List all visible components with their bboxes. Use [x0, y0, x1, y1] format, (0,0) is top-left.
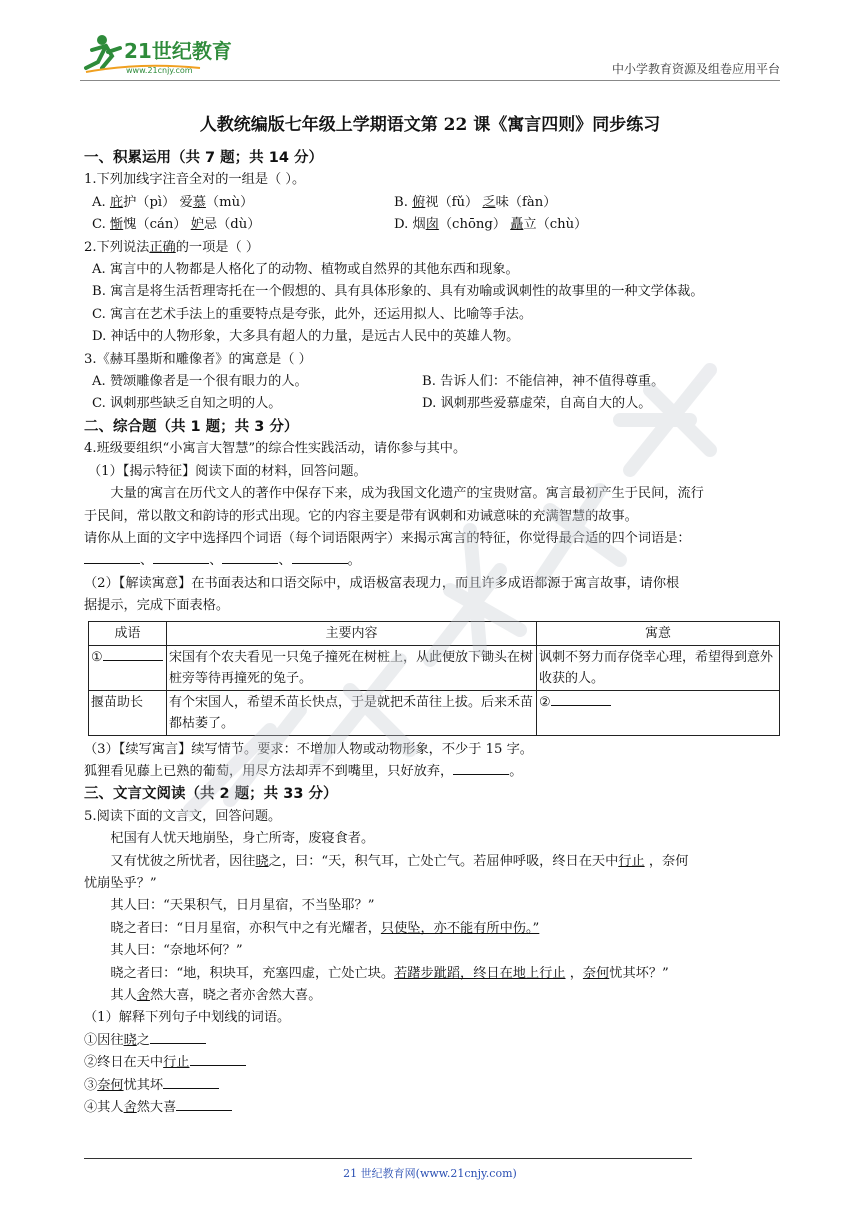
explain-blank-1[interactable] — [150, 1031, 206, 1044]
explain-item-2: ②终日在天中行止 — [84, 1052, 784, 1074]
answer-blank-1[interactable] — [84, 551, 140, 564]
section-heading-3: 三、文言文阅读（共 2 题；共 33 分） — [84, 786, 338, 803]
classical-text-line-5: 晓之者曰：“日月星宿，亦积气中之有光耀者，只使坠，亦不能有所中伤。” — [110, 920, 540, 936]
explain-item-3: ③奈何忧其坏 — [84, 1075, 784, 1097]
idiom-table — [88, 621, 780, 736]
answer-blanks-row: 、 、 、 。 — [84, 550, 784, 572]
question-1-options-ab — [84, 192, 784, 214]
table-row — [89, 690, 780, 735]
table-cell-idiom: 揠苗助长 — [89, 690, 167, 735]
question-4-part-3: （3）【续写寓言】续写情节。要求：不增加人物或动物形象，不少于 15 字。 — [84, 741, 533, 757]
option-3b: B. 告诉人们：不能信神，神不值得尊重。 — [422, 374, 665, 390]
table-header-idiom: 成语 — [89, 621, 167, 645]
explain-blank-2[interactable] — [190, 1053, 246, 1066]
question-5-stem: 5.阅读下面的文言文，回答问题。 — [84, 808, 282, 824]
explain-blank-3[interactable] — [163, 1076, 219, 1089]
question-4-stem: 4.班级要组织“小寓言大智慧”的综合性实践活动，请你参与其中。 — [84, 441, 467, 457]
site-logo — [80, 28, 250, 78]
option-1c: C. 惭愧（cán） 妒忌（dù） — [92, 217, 261, 233]
section-heading-1: 一、积累运用（共 7 题；共 14 分） — [84, 150, 323, 166]
option-2a: A. 寓言中的人物都是人格化了的动物、植物或自然界的其他东西和现象。 — [92, 262, 519, 278]
table-header-meaning: 寓意 — [537, 621, 780, 645]
table-header-row — [89, 621, 780, 645]
table-cell-content: 宋国有个农夫看见一只兔子撞死在树桩上，从此便放下锄头在树桩旁等待再撞死的兔子。 — [167, 645, 537, 690]
material-line-2: 于民间，常以散文和韵诗的形式出现。它的内容主要是带有讽刺和劝诫意味的充满智慧的故事。 — [84, 508, 638, 524]
table-row — [89, 645, 780, 690]
header-platform-text: 中小学教育资源及组卷应用平台 — [611, 62, 780, 76]
question-3-options-ab — [84, 371, 784, 393]
classical-text-line-8: 其人舍然大喜，晓之者亦舍然大喜。 — [110, 988, 322, 1003]
footer-divider — [84, 1158, 692, 1159]
table-answer-blank-2[interactable] — [551, 693, 611, 706]
table-header-content: 主要内容 — [167, 621, 537, 645]
table-cell-content: 有个宋国人，希望禾苗长快点，于是就把禾苗往上拔。后来禾苗都枯萎了。 — [167, 690, 537, 735]
footer-source[interactable]: 21 世纪教育网(www.21cnjy.com) — [343, 1167, 517, 1180]
section-heading-2: 二、综合题（共 1 题；共 3 分） — [84, 418, 299, 435]
table-cell-meaning: ② — [537, 690, 780, 735]
table-cell-idiom: ① — [89, 645, 167, 690]
classical-text-line-1: 杞国有人忧天地崩坠，身亡所寄，废寝食者。 — [110, 831, 375, 847]
question-4-part-3-text: 狐狸看见藤上已熟的葡萄，用尽方法却弄不到嘴里，只好放弃， 。 — [84, 763, 523, 779]
answer-blank-4[interactable] — [292, 551, 348, 564]
option-3a: A. 赞颂雕像者是一个很有眼力的人。 — [92, 374, 308, 390]
classical-text-line-3: 忧崩坠乎？” — [84, 875, 157, 891]
explain-blank-4[interactable] — [176, 1098, 232, 1111]
logo-text: 21世纪教育 — [124, 39, 232, 63]
option-3c: C. 讽刺那些缺乏自知之明的人。 — [92, 396, 282, 412]
classical-text-line-6: 其人曰：“奈地坏何？” — [110, 943, 243, 959]
option-1b: B. 俯视（fǔ） 乏味（fàn） — [394, 194, 557, 210]
question-4-part-2-line-2: 据提示，完成下面表格。 — [84, 598, 230, 614]
continuation-blank[interactable] — [453, 762, 509, 775]
classical-text-line-7: 晓之者曰：“地，积块耳，充塞四虚，亡处亡块。若躇步跐蹈，终日在地上行止 ，奈何忧其坏？” — [110, 965, 669, 981]
question-1-stem: 1.下列加线字注音全对的一组是（ ）。 — [84, 172, 306, 188]
option-1a: A. 庇护（pì） 爱慕（mù） — [92, 194, 254, 210]
question-4-ask: 请你从上面的文字中选择四个词语（每个词语限两字）来揭示寓言的特征，你觉得最合适的四个词语是： — [84, 530, 691, 546]
option-2d: D. 神话中的人物形象，大多具有超人的力量，是远古人民中的英雄人物。 — [92, 329, 520, 345]
classical-text-line-2: 又有忧彼之所忧者，因往晓之，曰：“天，积气耳，亡处亡气。若屈伸呼吸，终日在天中行止 ，奈何 — [110, 853, 689, 869]
question-4-part-1: （1）【揭示特征】阅读下面的材料，回答问题。 — [88, 463, 367, 479]
logo-url: www.21cnjy.com — [126, 66, 193, 75]
header-divider — [80, 80, 780, 81]
answer-blank-3[interactable] — [222, 551, 278, 564]
material-line-1: 大量的寓言在历代文人的著作中保存下来，成为我国文化遗产的宝贵财富。寓言最初产生于民间，流行 — [110, 486, 704, 502]
question-3-options-cd — [84, 393, 784, 415]
table-cell-meaning: 讽刺不努力而存侥幸心理，希望得到意外收获的人。 — [537, 645, 780, 690]
document-body — [84, 147, 784, 1119]
explain-item-4: ④其人舍然大喜 — [84, 1097, 784, 1119]
classical-text-line-4: 其人曰：“天果积气，日月星宿，不当坠耶？” — [110, 898, 375, 914]
table-answer-blank-1[interactable] — [103, 648, 163, 661]
option-1d: D. 烟囱（chōng） 矗立（chù） — [394, 217, 588, 233]
page-title: 人教统编版七年级上学期语文第 22 课《寓言四则》同步练习 — [199, 115, 661, 135]
question-5-part-1: （1）解释下列句子中划线的词语。 — [84, 1010, 291, 1026]
option-2c: C. 寓言在艺术手法上的重要特点是夸张，此外，还运用拟人、比喻等手法。 — [92, 306, 533, 322]
explain-item-1: ①因往晓之 — [84, 1030, 784, 1052]
answer-blank-2[interactable] — [153, 551, 209, 564]
option-3d: D. 讽刺那些爱慕虚荣，自高自大的人。 — [422, 396, 652, 412]
question-1-options-cd — [84, 214, 784, 236]
question-3-stem: 3.《赫耳墨斯和雕像者》的寓意是（ ） — [84, 351, 312, 367]
option-2b: B. 寓言是将生活哲理寄托在一个假想的、具有具体形象的、具有劝喻或讽刺性的故事里的一种文学体裁。 — [92, 284, 704, 300]
question-2-stem: 2.下列说法正确的一项是（ ） — [84, 239, 260, 255]
question-4-part-2-line-1: （2）【解读寓意】在书面表达和口语交际中，成语极富表现力，而且许多成语都源于寓言故事，请你根 — [84, 575, 680, 591]
